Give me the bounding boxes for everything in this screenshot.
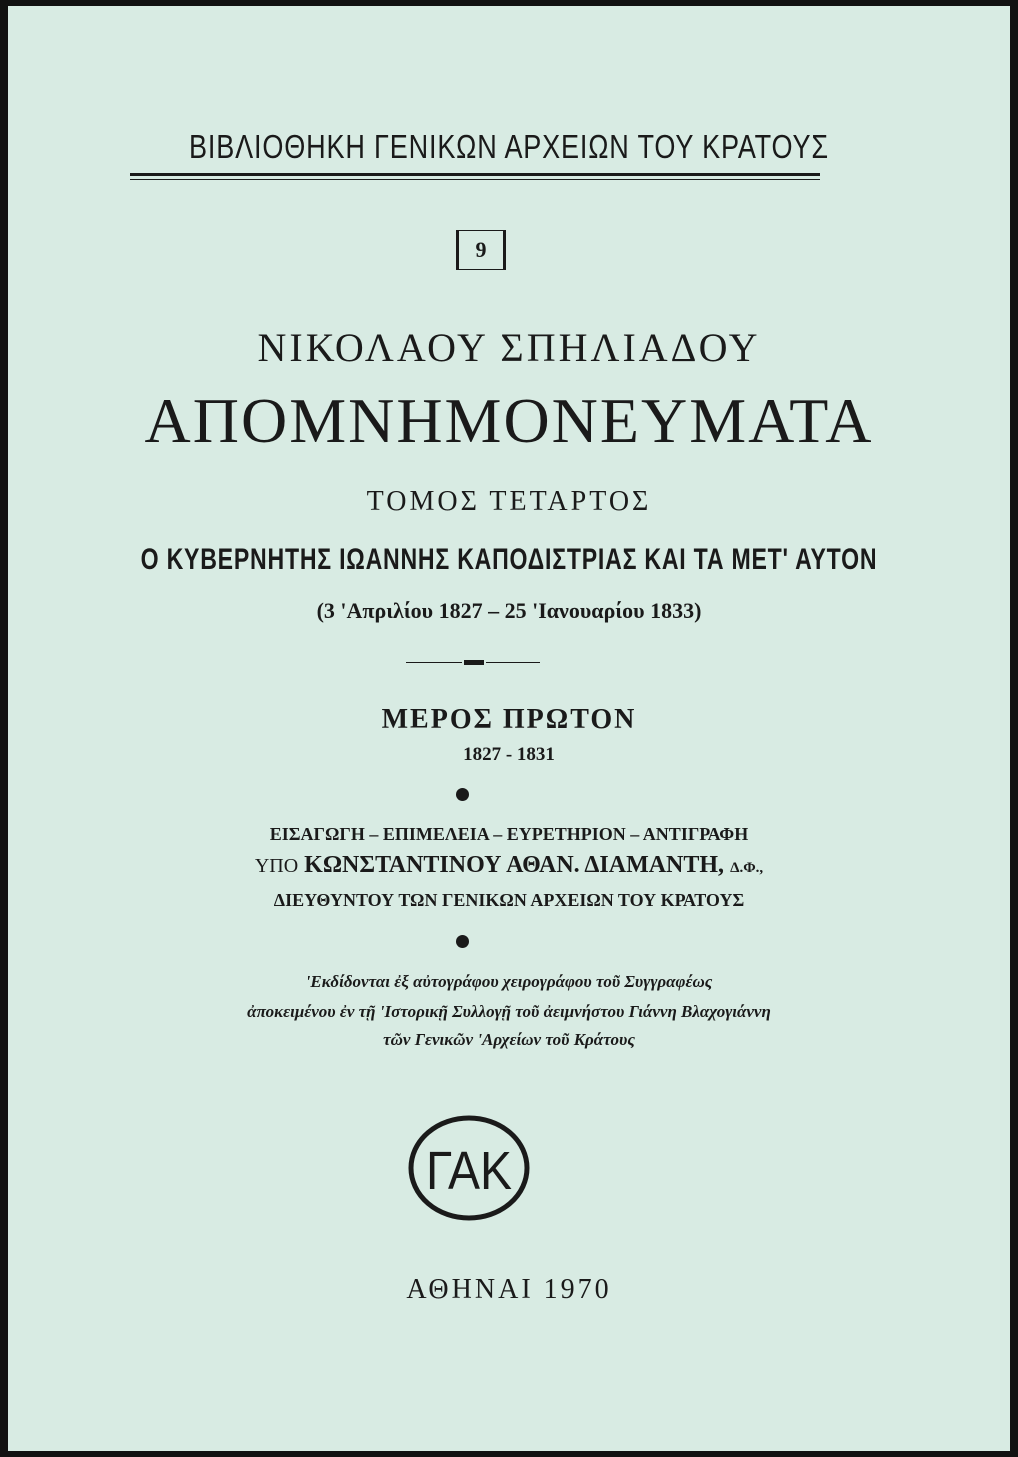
book-title: ΑΠΟΜΝΗΜΟΝΕΥΜΑΤΑ (144, 385, 874, 456)
title-page (8, 6, 1010, 1451)
editor-degree: Δ.Φ., (730, 860, 764, 876)
editor-name: ΚΩΝΣΤΑΝΤΙΝΟΥ ΑΘΑΝ. ΔΙΑΜΑΝΤΗ, (304, 852, 725, 878)
series-rule-thick (130, 173, 820, 176)
logo-text: ΓΑΚ (426, 1141, 512, 1201)
ornament-center (464, 660, 484, 665)
publication-note-line: ἀποκειμένου ἐν τῇ 'Ιστορικῇ Συλλογῇ τοῦ ἀειμνήστου Γιάννη Βλαχογιάννη (247, 1002, 771, 1021)
bullet-dot-1 (456, 788, 469, 801)
part-label: ΜΕΡΟΣ ΠΡΩΤΟΝ (381, 704, 637, 735)
series-number: 9 (475, 237, 487, 262)
series-title: ΒΙΒΛΙΟΘΗΚΗ ΓΕΝΙΚΩΝ ΑΡΧΕΙΩΝ ΤΟΥ ΚΡΑΤΟΥΣ (189, 128, 829, 165)
series-number-box (456, 230, 506, 270)
date-range: (3 'Απριλίου 1827 – 25 'Ιανουαρίου 1833) (316, 598, 702, 623)
publication-note-line: 'Εκδίδονται ἐξ αὐτογράφου χειρογράφου τοῦ Συγγραφέως (305, 972, 713, 991)
editor-prefix: ΥΠΟ (254, 855, 299, 877)
imprint: ΑΘΗΝΑΙ 1970 (406, 1274, 612, 1305)
editor-line (8, 852, 1010, 879)
editor-role: ΔΙΕΥΘΥΝΤΟΥ ΤΩΝ ΓΕΝΙΚΩΝ ΑΡΧΕΙΩΝ ΤΟΥ ΚΡΑΤΟΥΣ (273, 890, 745, 910)
series-rule-thin (130, 179, 820, 180)
author-name: ΝΙΚΟΛΑΟΥ ΣΠΗΛΙΑΔΟΥ (257, 325, 761, 370)
ornament-line-left (406, 662, 462, 663)
editorial-credits: ΕΙΣΑΓΩΓΗ – ΕΠΙΜΕΛΕΙΑ – ΕΥΡΕΤΗΡΙΟΝ – ΑΝΤΙΓΡΑΦΗ (269, 824, 749, 844)
volume-label: ΤΟΜΟΣ ΤΕΤΑΡΤΟΣ (366, 486, 652, 517)
gak-logo (407, 1114, 531, 1222)
publication-note-line: τῶν Γενικῶν 'Αρχείων τοῦ Κράτους (383, 1030, 635, 1049)
ornament-line-right (486, 662, 540, 663)
part-years: 1827 - 1831 (463, 744, 555, 765)
bullet-dot-2 (456, 935, 469, 948)
book-subtitle: Ο ΚΥΒΕΡΝΗΤΗΣ ΙΩΑΝΝΗΣ ΚΑΠΟΔΙΣΤΡΙΑΣ ΚΑΙ ΤΑ ΜΕΤ' ΑΥΤΟΝ (140, 543, 878, 576)
